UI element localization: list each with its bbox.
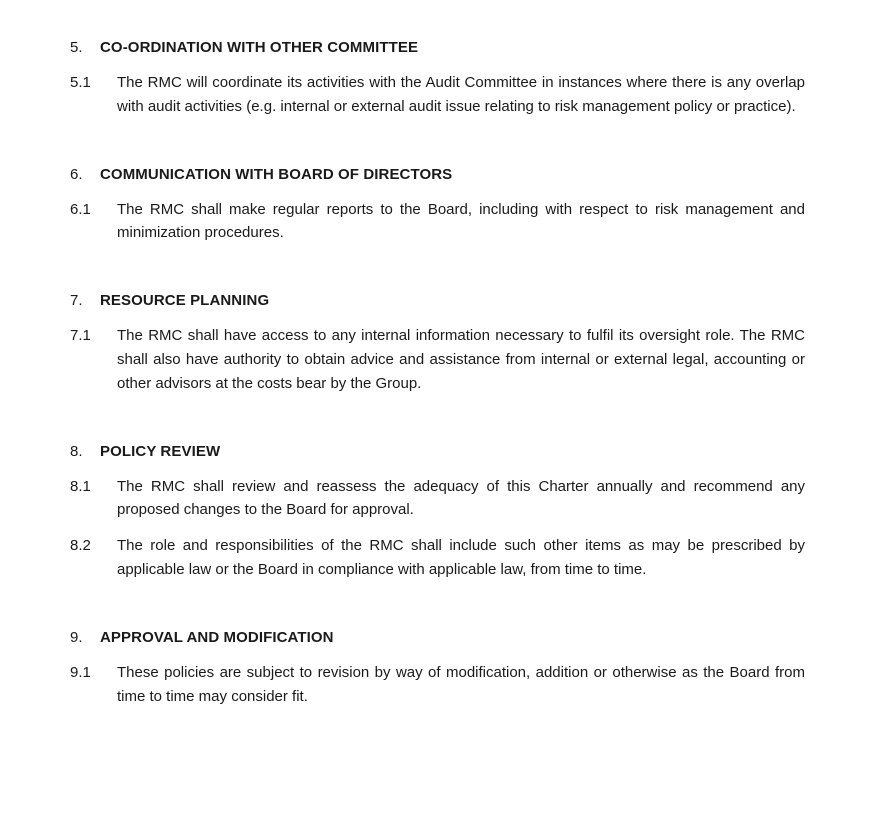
section-communication-with-board-of-directors: [70, 165, 805, 246]
clause-text: The RMC will coordinate its activities with the Audit Committee in instances where there is any overlap with audit activities (e.g. internal or external audit issue relating to risk management policy or practice).: [117, 74, 805, 115]
section-number: 8.: [70, 442, 83, 460]
section-heading: APPROVAL AND MODIFICATION: [100, 628, 334, 646]
section-coordination-with-other-committee: [70, 38, 805, 119]
section-heading-row: [70, 38, 805, 58]
clause-text: The role and responsibilities of the RMC shall include such other items as may be prescribed by applicable law or the Board in compliance with applicable law, from time to time.: [117, 537, 805, 578]
clause-row: [70, 475, 805, 523]
section-number: 5.: [70, 39, 83, 56]
clause-text: The RMC shall have access to any internal information necessary to fulfil its oversight role. The RMC shall also have authority to obtain advice and assistance from internal or external legal, accounting or other advisors at the costs bear by the Group.: [117, 327, 805, 392]
section-heading: POLICY REVIEW: [100, 442, 221, 460]
section-approval-and-modification: [70, 628, 805, 709]
section-heading-row: [70, 442, 805, 462]
clause-row: [70, 198, 805, 246]
clause-number: 5.1: [70, 74, 91, 91]
clause-number: 7.1: [70, 327, 91, 345]
clause-text: These policies are subject to revision by way of modification, addition or otherwise as the Board from time to time may consider fit.: [117, 663, 805, 705]
clause-number: 9.1: [70, 663, 91, 681]
section-heading-row: [70, 628, 805, 648]
section-resource-planning: [70, 291, 805, 395]
clause-row: [70, 324, 805, 395]
clause-row: [70, 534, 805, 582]
section-heading: COMMUNICATION WITH BOARD OF DIRECTORS: [100, 165, 453, 183]
section-heading-row: [70, 165, 805, 185]
clause-row: [70, 661, 805, 709]
clause-number: 8.1: [70, 477, 91, 495]
clause-number: 8.2: [70, 537, 91, 555]
section-policy-review: [70, 442, 805, 582]
clause-text: The RMC shall review and reassess the adequacy of this Charter annually and recommend any proposed changes to the Board for approval.: [117, 477, 805, 519]
section-number: 9.: [70, 628, 83, 646]
clause-row: [70, 71, 805, 119]
section-number: 7.: [70, 292, 83, 310]
section-heading-row: [70, 291, 805, 311]
section-heading: CO-ORDINATION WITH OTHER COMMITTEE: [100, 39, 419, 56]
section-heading: RESOURCE PLANNING: [100, 292, 270, 310]
clause-number: 6.1: [70, 200, 91, 218]
clause-text: The RMC shall make regular reports to the Board, including with respect to risk management and minimization procedures.: [117, 200, 805, 242]
section-number: 6.: [70, 165, 83, 183]
